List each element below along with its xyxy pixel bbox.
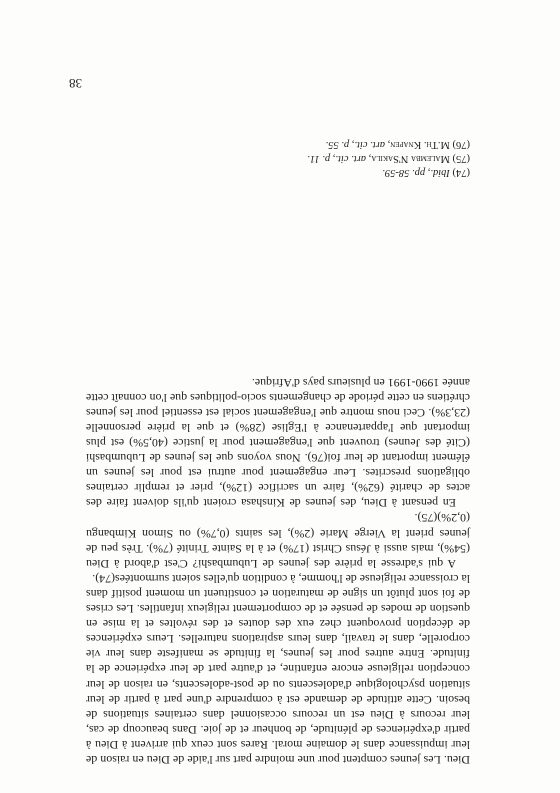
footnote-author: M.Th. Knapen, <box>387 139 450 150</box>
paragraph-3: En pensant à Dieu, des jeunes de Kinshasa croient qu'ils doivent faire des actes de charité (62%), faire un sacrifice (12%), prier et remplir certaines obligations prescrites. Leur engagement pour autrui est pour les jeunes un élément important de leur foi(76). Nous voyons que les jeunes de Lubumbashi (Cité des Jeunes) trouvent que l'engagement pour la justice (40,5%) est plus important que l'appartenance à l'Eglise (28%) et que la prière personnelle (23,3%). Ceci nous montre que l'engagement social est essentiel pour les jeunes chrétiens en cette période de changements socio-politiques que l'on connaît cette année 1990-1991 en plusieurs pays d'Afrique. <box>86 375 470 511</box>
footnote-text: art. cit., p. 11. <box>307 153 367 164</box>
paragraph-2: A qui s'adresse la prière des jeunes de Lubumbashi? C'est d'abord à Dieu (54%), mais aussi à Jésus Christ (17%) et à la Sainte Trinité (7%). Très peu de jeunes prient la Vierge Marie (2%), les saints (0,7%) ou Simon Kimbangu (0,2%)(75). <box>86 511 470 571</box>
footnote-75 <box>86 151 470 165</box>
footnotes <box>86 137 470 179</box>
footnote-author: Malemba N'Sakila, <box>368 153 450 164</box>
footnote-text: art. cit., p. 55. <box>325 139 386 150</box>
page-number: 38 <box>69 76 82 91</box>
footnote-76 <box>86 137 470 151</box>
footnote-number: (75) <box>452 153 470 164</box>
main-text <box>86 375 470 767</box>
footnote-number: (76) <box>452 139 470 150</box>
footnote-text: Ibid., pp. 58-59. <box>382 167 450 178</box>
footnote-74 <box>86 165 470 179</box>
footnote-number: (74) <box>452 167 470 178</box>
paragraph-1: Dieu. Les jeunes comptent pour une moindre part sur l'aide de Dieu en raison de leur impuissance dans le domaine moral. Rares sont ceux qui arrivent à Dieu à partir d'expériences de plénitude, de bonheur et de joie. Dans beaucoup de cas, leur recours à Dieu est un recours occasionnel dans certaines situations de besoin. Cette attitude de demande est à comprendre d'une part à partir de leur situation psychologique d'adolescents ou de post-adolescents, en raison de leur conception religieuse encore enfantine, et d'autre part de leur expérience de la finitude. Entre autres pour les jeunes, la finitude se manifeste dans leur vie corporelle, dans le travail, dans leurs aspirations naturelles. Leurs expériences de déception provoquent chez eux des doutes et des révoltes et la mise en question de modes de pensée et de comportement religieux infantiles. Les crises de foi sont plutôt un signe de maturation et constituent un moment positif dans la croissance religieuse de l'homme, à condition qu'elles soient surmontées(74). <box>86 571 470 767</box>
